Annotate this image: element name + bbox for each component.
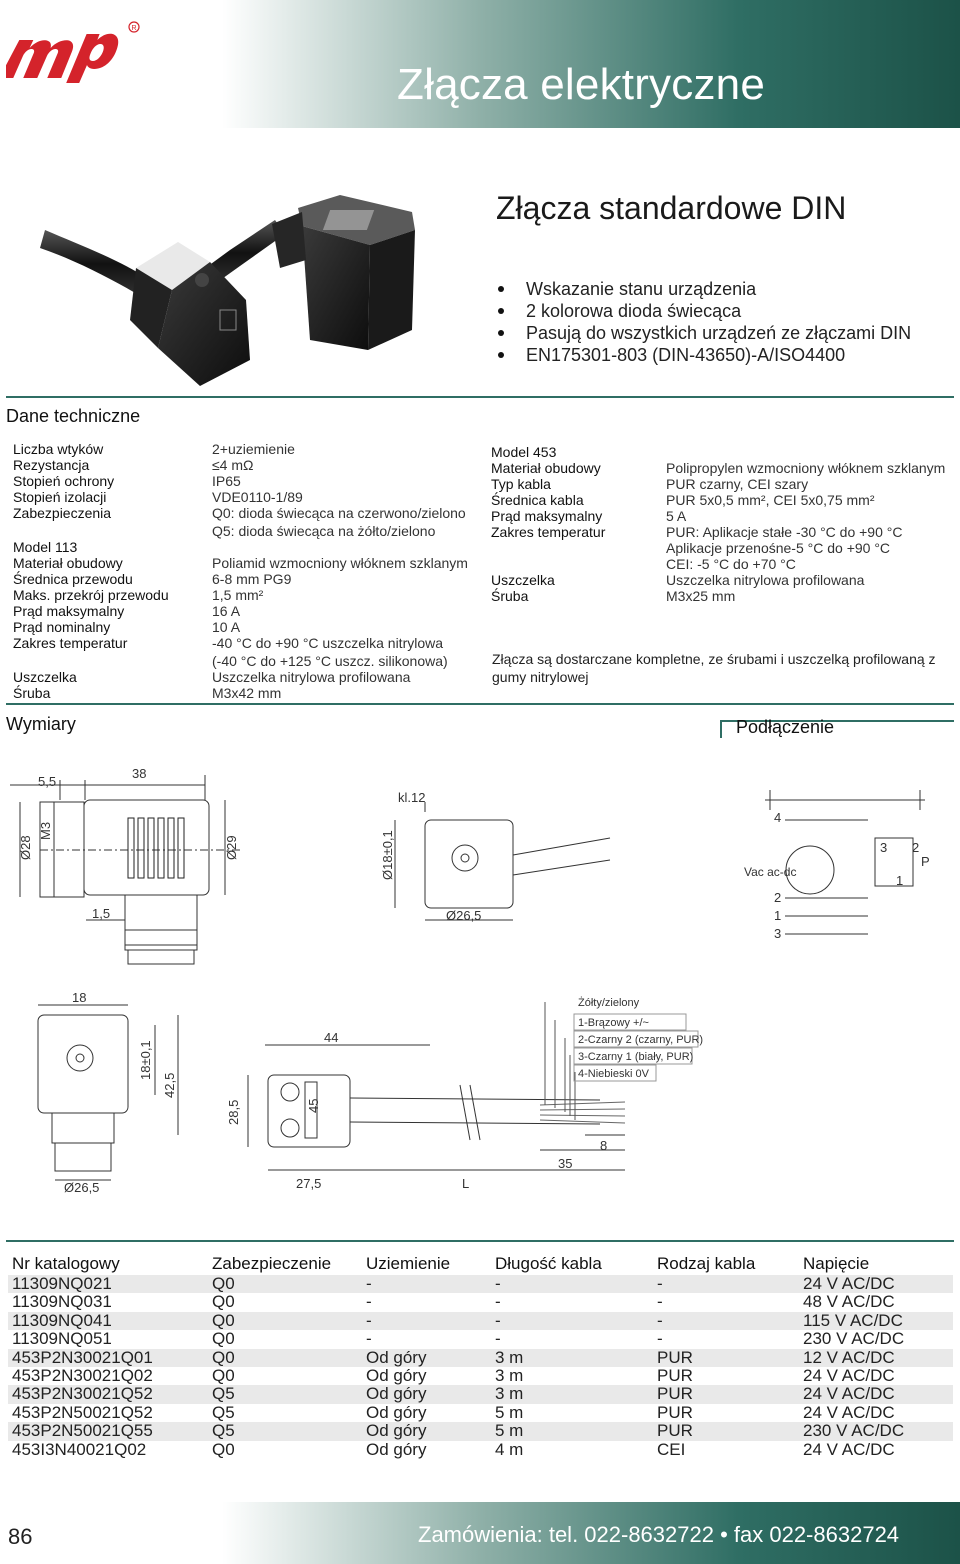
- table-cell: PUR: [657, 1402, 693, 1422]
- table-cell: Q0: [212, 1366, 235, 1386]
- spec-row: [491, 492, 956, 508]
- pin-label: 2: [774, 890, 782, 905]
- table-cell: 24 V AC/DC: [803, 1402, 895, 1422]
- table-cell: 11309NQ021: [12, 1274, 112, 1293]
- spec-label: Stopień izolacji: [13, 489, 107, 505]
- mpm-logo: [6, 18, 141, 88]
- spec-label: Typ kabla: [491, 476, 551, 492]
- dim-label: 28,5: [226, 1099, 241, 1125]
- wire-label: 1-Brązowy +/~: [578, 1017, 649, 1029]
- table-cell: CEI: [657, 1439, 686, 1459]
- table-cell: Q5: [212, 1384, 235, 1404]
- spec-row: [13, 505, 483, 521]
- delivery-note: Złącza są dostarczane kompletne, ze śrubami i uszczelką profilowaną z gumy nitrylowej: [492, 651, 936, 685]
- dim-label: Ø18±0,1: [380, 830, 395, 880]
- table-row: [8, 1385, 953, 1403]
- spec-value: 1,5 mm²: [212, 587, 264, 603]
- spec-value: Polipropylen wzmocniony włóknem szklanym: [666, 460, 946, 476]
- table-cell: Od góry: [366, 1402, 427, 1422]
- spec-row: [491, 460, 956, 476]
- table-cell: PUR: [657, 1366, 693, 1386]
- table-row: [8, 1275, 953, 1293]
- spec-row: [13, 635, 483, 651]
- spec-row: [491, 476, 956, 492]
- spec-label: Śruba: [13, 685, 51, 701]
- order-contact: Zamówienia: tel. 022-8632722 • fax 022-8632724: [418, 1522, 900, 1547]
- pin-label: P: [921, 854, 930, 869]
- spec-label: Materiał obudowy: [13, 555, 123, 571]
- spec-value: 6-8 mm PG9: [212, 571, 292, 587]
- spec-row: [491, 572, 956, 588]
- dim-label: M3: [38, 821, 53, 840]
- table-cell: 24 V AC/DC: [803, 1274, 895, 1293]
- spec-row: [13, 603, 483, 619]
- dim-label: 8: [600, 1138, 608, 1153]
- spec-value: VDE0110-1/89: [212, 489, 303, 505]
- wymiary-title: Wymiary: [6, 714, 76, 734]
- spec-label: Zakres temperatur: [13, 635, 128, 651]
- dim-label: Ø26,5: [64, 1180, 100, 1195]
- dim-label: L: [462, 1176, 470, 1191]
- spec-value: Q5: dioda świecąca na żółto/zielono: [212, 523, 436, 539]
- spec-row: [491, 524, 956, 540]
- spec-label: Liczba wtyków: [13, 441, 104, 457]
- dim-label: 27,5: [296, 1176, 322, 1191]
- spec-value: ≤4 mΩ: [212, 457, 254, 473]
- wire-label: 3-Czarny 1 (biały, PUR): [578, 1051, 694, 1063]
- voltage-label: Vac ac-dc: [744, 865, 797, 879]
- table-row: [8, 1404, 953, 1422]
- feature-item: 2 kolorowa dioda świecąca: [498, 300, 911, 322]
- spec-label: Średnica przewodu: [13, 571, 133, 587]
- table-cell: 4 m: [495, 1439, 524, 1459]
- table-row: [8, 1312, 953, 1330]
- spec-row: [13, 669, 483, 685]
- table-cell: Od góry: [366, 1421, 427, 1441]
- spec-row: [13, 571, 483, 587]
- table-cell: -: [366, 1329, 372, 1349]
- spec-value: 2+uziemienie: [212, 441, 295, 457]
- front-view-113: [380, 790, 610, 923]
- spec-label: Model 453: [491, 444, 557, 460]
- dim-label: 35: [558, 1156, 573, 1171]
- table-cell: 3 m: [495, 1347, 524, 1367]
- table-cell: 24 V AC/DC: [803, 1366, 895, 1386]
- dim-label: 44: [324, 1030, 339, 1045]
- catalog-table: [8, 1253, 953, 1459]
- column-header: Rodzaj kabla: [657, 1254, 756, 1273]
- table-cell: Q0: [212, 1292, 235, 1312]
- product-photo: [40, 150, 460, 400]
- table-header-row: [8, 1253, 953, 1275]
- divider: [6, 396, 954, 398]
- spec-value: M3x25 mm: [666, 588, 736, 604]
- table-cell: 453P2N30021Q02: [12, 1366, 153, 1386]
- pin-label: 1: [896, 873, 904, 888]
- spec-table-right: [491, 444, 956, 604]
- table-cell: 3 m: [495, 1366, 524, 1386]
- spec-row: [491, 588, 956, 604]
- table-cell: -: [366, 1274, 372, 1293]
- table-row: [8, 1367, 953, 1385]
- spec-value: Poliamid wzmocniony włóknem szklanym: [212, 555, 468, 571]
- table-cell: 11309NQ041: [12, 1310, 112, 1330]
- table-cell: Q0: [212, 1310, 235, 1330]
- pin-label: 3: [774, 926, 782, 941]
- spec-label: [13, 653, 212, 669]
- dim-label: 18±0,1: [138, 1040, 153, 1080]
- spec-label: Maks. przekrój przewodu: [13, 587, 169, 603]
- podlaczenie-title: Podłączenie: [736, 717, 835, 737]
- spec-value: M3x42 mm: [212, 685, 282, 701]
- spec-row: [491, 508, 956, 524]
- spec-label: Uszczelka: [13, 669, 77, 685]
- column-header: Uziemienie: [366, 1254, 451, 1273]
- spec-label: Śruba: [491, 588, 529, 604]
- spec-value: Aplikacje przenośne-5 °C do +90 °C: [666, 540, 891, 556]
- dim-label: 45: [306, 1098, 321, 1113]
- spec-label: Prąd maksymalny: [13, 603, 125, 619]
- spec-row: [13, 685, 483, 701]
- feature-item: EN175301-803 (DIN-43650)-A/ISO4400: [498, 344, 911, 366]
- table-cell: PUR: [657, 1384, 693, 1404]
- divider: [720, 720, 722, 738]
- spec-label: Model 113: [13, 539, 78, 555]
- table-cell: 11309NQ031: [12, 1292, 112, 1312]
- table-cell: PUR: [657, 1421, 693, 1441]
- dim-label: kl.12: [398, 790, 426, 805]
- table-cell: 24 V AC/DC: [803, 1439, 895, 1459]
- spec-row: [13, 653, 483, 669]
- logo-text: mpm: [6, 18, 9, 19]
- divider: [6, 703, 954, 705]
- spec-label: Zabezpieczenia: [13, 505, 112, 521]
- spec-value: PUR czarny, CEI szary: [666, 476, 809, 492]
- table-cell: -: [657, 1310, 663, 1330]
- spec-label: Prąd maksymalny: [491, 508, 603, 524]
- column-header: Zabezpieczenie: [212, 1254, 332, 1273]
- table-cell: PUR: [657, 1347, 693, 1367]
- divider: [6, 1240, 954, 1242]
- feature-list: [498, 278, 911, 366]
- pin-label: 1: [774, 908, 782, 923]
- spec-row: [13, 555, 483, 571]
- table-cell: -: [657, 1292, 663, 1312]
- page-title: Złącza elektryczne: [397, 60, 765, 109]
- wire-label: Żółty/zielony: [578, 997, 640, 1009]
- table-cell: Q0: [212, 1274, 235, 1293]
- table-cell: -: [495, 1329, 501, 1349]
- spec-label: Materiał obudowy: [491, 460, 601, 476]
- table-row: [8, 1422, 953, 1440]
- table-cell: -: [495, 1274, 501, 1293]
- spec-value: Uszczelka nitrylowa profilowana: [212, 669, 411, 685]
- spec-value: (-40 °C do +125 °C uszcz. silikonowa): [212, 653, 448, 669]
- spec-row: [13, 587, 483, 603]
- table-cell: Od góry: [366, 1347, 427, 1367]
- table-cell: 230 V AC/DC: [803, 1329, 905, 1349]
- spec-label: [13, 523, 212, 539]
- table-cell: -: [495, 1292, 501, 1312]
- column-header: Napięcie: [803, 1254, 870, 1273]
- wire-label: 2-Czarny 2 (czarny, PUR): [578, 1034, 704, 1046]
- table-cell: 453P2N50021Q55: [12, 1421, 153, 1441]
- table-cell: 3 m: [495, 1384, 524, 1404]
- table-cell: -: [657, 1274, 663, 1293]
- spec-row: [491, 540, 956, 556]
- table-cell: Od góry: [366, 1439, 427, 1459]
- table-cell: Q0: [212, 1439, 235, 1459]
- feature-item: Pasują do wszystkich urządzeń ze złączami DIN: [498, 322, 911, 344]
- table-row: [8, 1330, 953, 1348]
- table-cell: Q0: [212, 1329, 235, 1349]
- pin-label: 2: [912, 840, 920, 855]
- wire-label: 4-Niebieski 0V: [578, 1068, 649, 1080]
- table-cell: 5 m: [495, 1402, 524, 1422]
- dim-label: Ø29: [224, 835, 239, 860]
- spec-row: [13, 489, 483, 505]
- dim-label: Ø28: [18, 835, 33, 860]
- spec-row: [13, 539, 483, 555]
- table-cell: Od góry: [366, 1366, 427, 1386]
- spec-row: [13, 441, 483, 457]
- column-header: Nr katalogowy: [12, 1254, 120, 1273]
- spec-value: Uszczelka nitrylowa profilowana: [666, 572, 865, 588]
- table-cell: Q0: [212, 1347, 235, 1367]
- table-cell: -: [495, 1310, 501, 1330]
- dane-title: Dane techniczne: [6, 406, 141, 426]
- table-cell: -: [366, 1310, 372, 1330]
- spec-label: Zakres temperatur: [491, 524, 606, 540]
- side-view-453: [226, 996, 703, 1191]
- table-row: [8, 1349, 953, 1367]
- spec-value: IP65: [212, 473, 241, 489]
- spec-value: PUR: Aplikacje stałe -30 °C do +90 °C: [666, 524, 903, 540]
- dim-label: 5,5: [38, 774, 57, 789]
- spec-label: [491, 556, 666, 572]
- dim-label: 18: [72, 990, 87, 1005]
- column-header: Długość kabla: [495, 1254, 602, 1273]
- spec-value: 16 A: [212, 603, 241, 619]
- side-view-113: [10, 766, 240, 964]
- pin-label: 4: [774, 810, 782, 825]
- spec-value: 10 A: [212, 619, 241, 635]
- spec-label: [491, 540, 666, 556]
- spec-value: Q0: dioda świecąca na czerwono/zielono: [212, 505, 466, 521]
- spec-row: [13, 523, 483, 539]
- table-cell: Od góry: [366, 1384, 427, 1404]
- table-cell: -: [366, 1292, 372, 1312]
- front-view-453: [38, 990, 178, 1195]
- table-cell: 115 V AC/DC: [803, 1310, 903, 1330]
- table-cell: 453P2N30021Q01: [12, 1347, 153, 1367]
- spec-label: Rezystancja: [13, 457, 90, 473]
- spec-row: [13, 619, 483, 635]
- section-subtitle: Złącza standardowe DIN: [496, 190, 847, 226]
- svg-text:R: R: [131, 25, 137, 32]
- table-cell: 453P2N50021Q52: [12, 1402, 153, 1422]
- table-cell: Q5: [212, 1421, 235, 1441]
- spec-row: [491, 556, 956, 572]
- table-cell: 11309NQ051: [12, 1329, 112, 1349]
- spec-label: Średnica kabla: [491, 492, 584, 508]
- table-cell: 12 V AC/DC: [803, 1347, 895, 1367]
- table-cell: 230 V AC/DC: [803, 1421, 905, 1441]
- spec-label: Stopień ochrony: [13, 473, 115, 489]
- spec-value: CEI: -5 °C do +70 °C: [666, 556, 796, 572]
- table-cell: 453P2N30021Q52: [12, 1384, 153, 1404]
- page-number: 86: [8, 1524, 33, 1549]
- table-row: [8, 1293, 953, 1311]
- dim-label: Ø26,5: [446, 908, 482, 923]
- spec-value: 5 A: [666, 508, 687, 524]
- spec-label: Prąd nominalny: [13, 619, 111, 635]
- table-cell: 453I3N40021Q02: [12, 1439, 147, 1459]
- spec-table-left: [13, 441, 483, 701]
- wiring-schematic: [744, 790, 930, 941]
- dimension-drawings: [0, 740, 960, 1240]
- dim-label: 1,5: [92, 906, 111, 921]
- spec-value: PUR 5x0,5 mm², CEI 5x0,75 mm²: [666, 492, 875, 508]
- spec-label: Uszczelka: [491, 572, 555, 588]
- spec-row: [13, 457, 483, 473]
- dim-label: 38: [132, 766, 147, 781]
- spec-row: [13, 473, 483, 489]
- spec-value: -40 °C do +90 °C uszczelka nitrylowa: [212, 635, 444, 651]
- table-row: [8, 1441, 953, 1459]
- feature-item: Wskazanie stanu urządzenia: [498, 278, 911, 300]
- dim-label: 42,5: [162, 1072, 177, 1098]
- pin-label: 3: [880, 840, 888, 855]
- table-cell: -: [657, 1329, 663, 1349]
- table-cell: Q5: [212, 1402, 235, 1422]
- table-cell: 5 m: [495, 1421, 524, 1441]
- spec-row: [491, 444, 956, 460]
- table-cell: 48 V AC/DC: [803, 1292, 895, 1312]
- table-cell: 24 V AC/DC: [803, 1384, 895, 1404]
